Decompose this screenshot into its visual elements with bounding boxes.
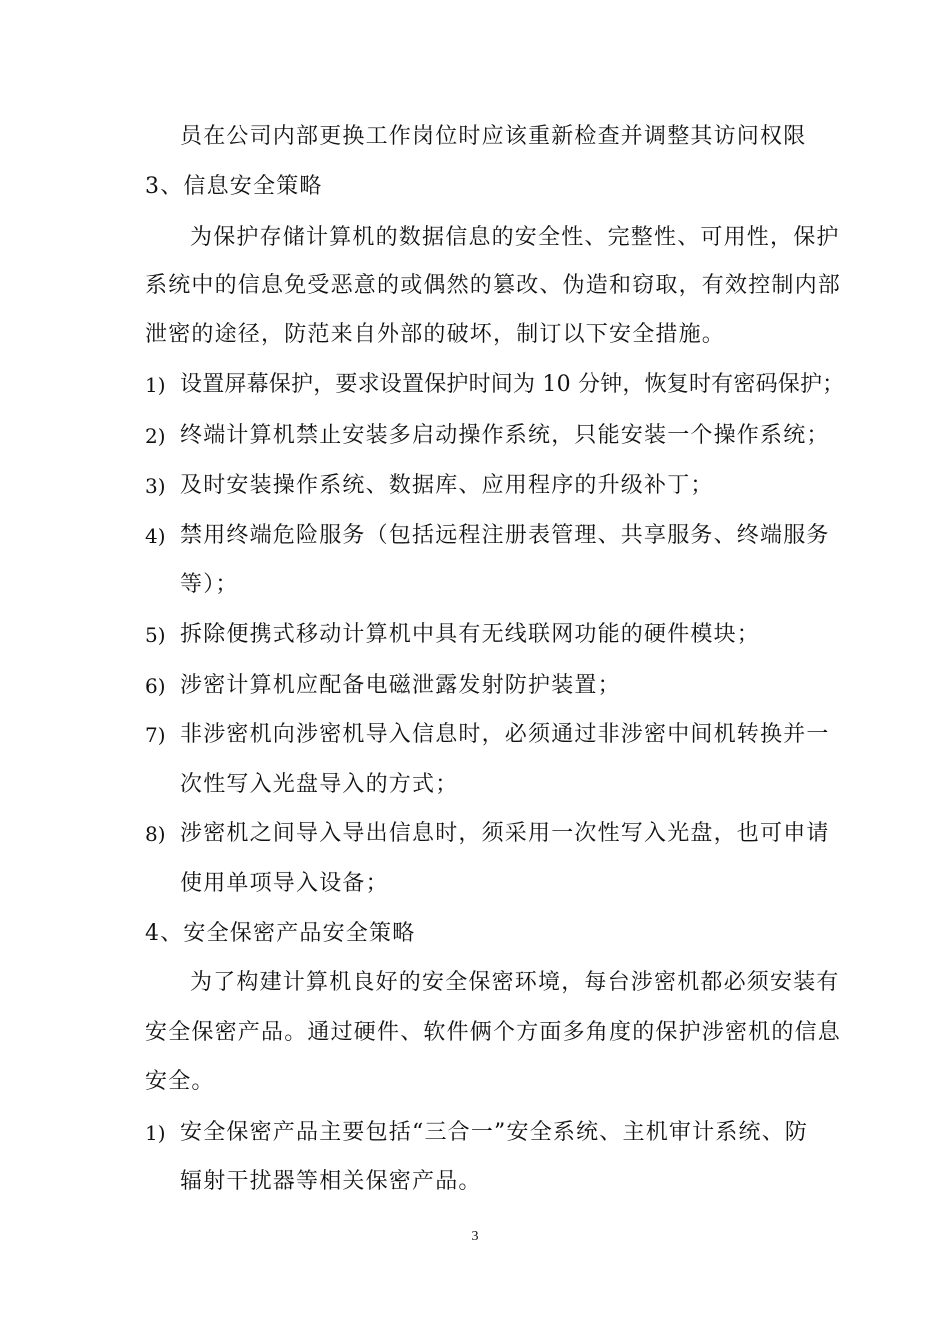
section-4-intro-line-1: 为了构建计算机良好的安全保密环境，每台涉密机都必须安装有 bbox=[190, 970, 840, 995]
list-item-number: 4) bbox=[145, 524, 166, 548]
list-item-text: 终端计算机禁止安装多启动操作系统，只能安装一个操作系统； bbox=[180, 423, 830, 448]
list-item-text: 拆除便携式移动计算机中具有无线联网功能的硬件模块； bbox=[180, 622, 761, 647]
list-item-text: 非涉密机向涉密机导入信息时，必须通过非涉密中间机转换并一 bbox=[180, 722, 830, 747]
list-item-text-continued: 辐射干扰器等相关保密产品。 bbox=[180, 1169, 482, 1194]
section-4-heading: 4、安全保密产品安全策略 bbox=[145, 921, 416, 946]
list-item-text: 涉密计算机应配备电磁泄露发射防护装置； bbox=[180, 673, 621, 698]
list-item-text-continued: 使用单项导入设备； bbox=[180, 871, 389, 896]
list-item-number: 7) bbox=[145, 723, 166, 747]
list-item-number: 8) bbox=[145, 822, 166, 846]
section-3-intro-line-2: 系统中的信息免受恶意的或偶然的篡改、伪造和窃取，有效控制内部 bbox=[145, 273, 842, 298]
list-item-text-continued: 等）； bbox=[180, 572, 239, 597]
section-3-intro-line-3: 泄密的途径，防范来自外部的破坏，制订以下安全措施。 bbox=[145, 322, 726, 347]
list-item-number: 3) bbox=[145, 474, 166, 498]
continuation-line: 员在公司内部更换工作岗位时应该重新检查并调整其访问权限 bbox=[180, 124, 807, 149]
list-item-text-continued: 次性写入光盘导入的方式； bbox=[180, 772, 459, 797]
list-item-text: 设置屏幕保护，要求设置保护时间为 10 分钟，恢复时有密码保护； bbox=[180, 372, 845, 397]
list-item-number: 5) bbox=[145, 623, 166, 647]
section-4-intro-line-3: 安全。 bbox=[145, 1069, 215, 1094]
list-item-text: 禁用终端危险服务（包括远程注册表管理、共享服务、终端服务 bbox=[180, 523, 830, 548]
list-item-text: 涉密机之间导入导出信息时，须采用一次性写入光盘，也可申请 bbox=[180, 821, 830, 846]
list-item-number: 1) bbox=[145, 1121, 166, 1145]
section-4-intro-line-2: 安全保密产品。通过硬件、软件俩个方面多角度的保护涉密机的信息 bbox=[145, 1020, 842, 1045]
list-item-number: 6) bbox=[145, 674, 166, 698]
list-item-text: 安全保密产品主要包括“三合一”安全系统、主机审计系统、防 bbox=[180, 1120, 809, 1145]
list-item-text: 及时安装操作系统、数据库、应用程序的升级补丁； bbox=[180, 473, 714, 498]
list-item-number: 1) bbox=[145, 373, 166, 397]
list-item-number: 2) bbox=[145, 424, 166, 448]
section-3-intro-line-1: 为保护存储计算机的数据信息的安全性、完整性、可用性，保护 bbox=[190, 225, 840, 250]
page-number: 3 bbox=[471, 1229, 479, 1244]
section-3-heading: 3、信息安全策略 bbox=[145, 174, 323, 199]
